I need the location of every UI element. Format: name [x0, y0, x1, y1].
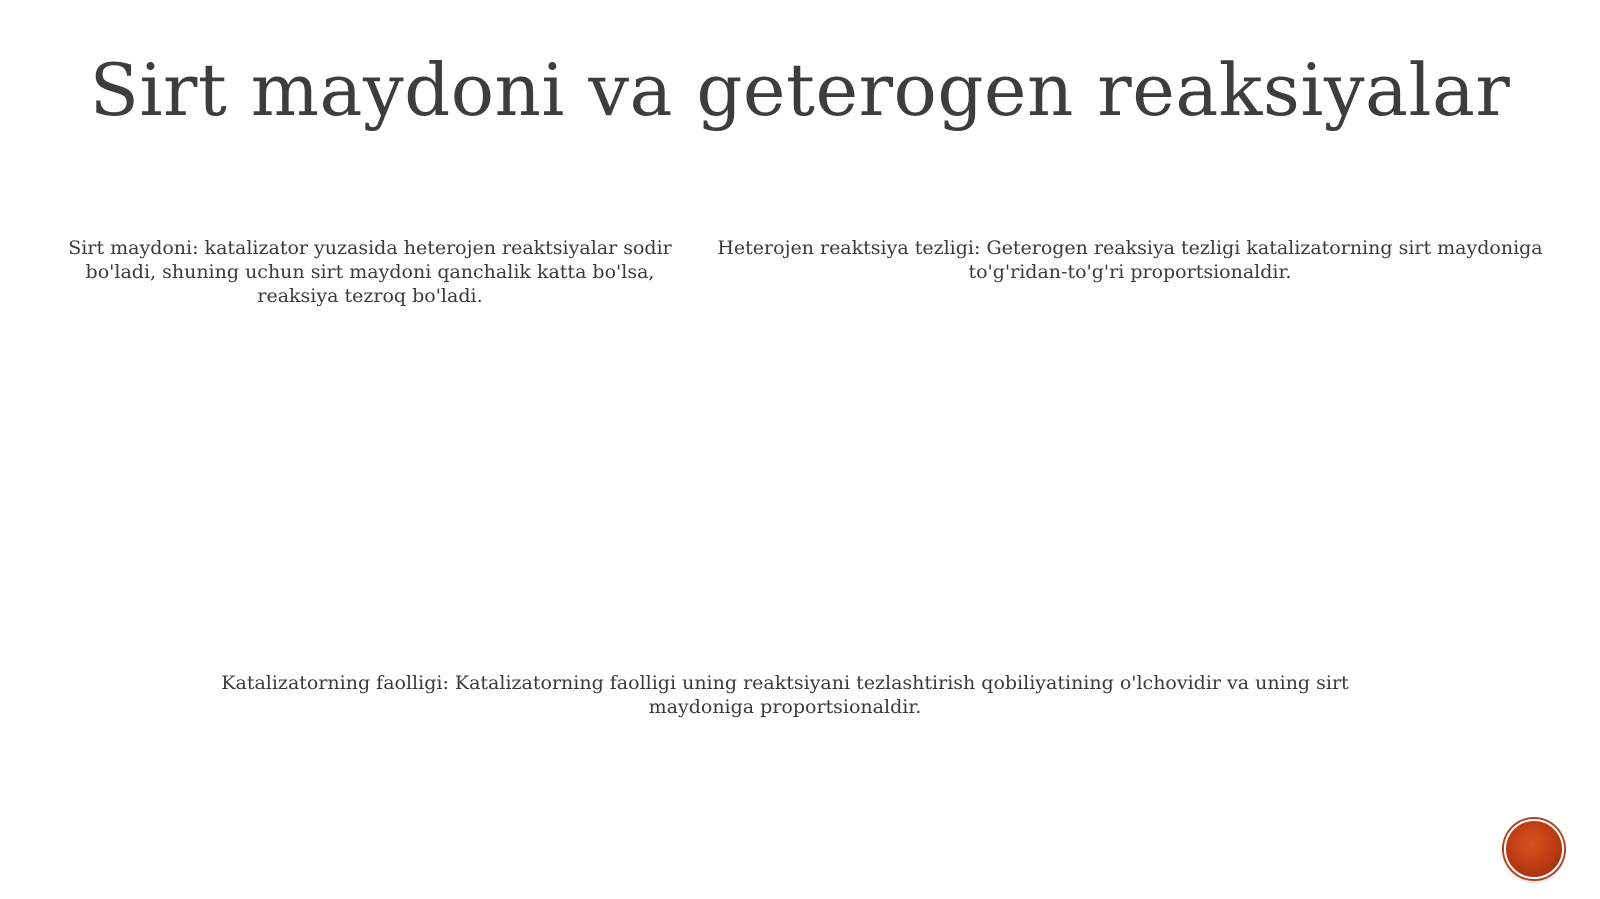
text-block-catalyst-activity: Katalizatorning faolligi: Katalizatorning faolligi uning reaktsiyani tezlashtirish qobiliyatining o'lchovidir va uning sirt maydoniga proportsionaldir.: [221, 672, 1349, 718]
record-circle-icon[interactable]: [1504, 819, 1564, 879]
text-block-reaction-rate: Heterojen reaktsiya tezligi: Geterogen reaksiya tezligi katalizatorning sirt maydoniga to'g'ridan-to'g'ri proportsionaldir.: [717, 237, 1543, 283]
slide-title: Sirt maydoni va geterogen reaksiyalar: [89, 48, 1511, 132]
text-block-surface-area: Sirt maydoni: katalizator yuzasida heterojen reaktsiyalar sodir bo'ladi, shuning uchun sirt maydoni qanchalik katta bo'lsa, reaksiya tezroq bo'ladi.: [68, 237, 672, 307]
